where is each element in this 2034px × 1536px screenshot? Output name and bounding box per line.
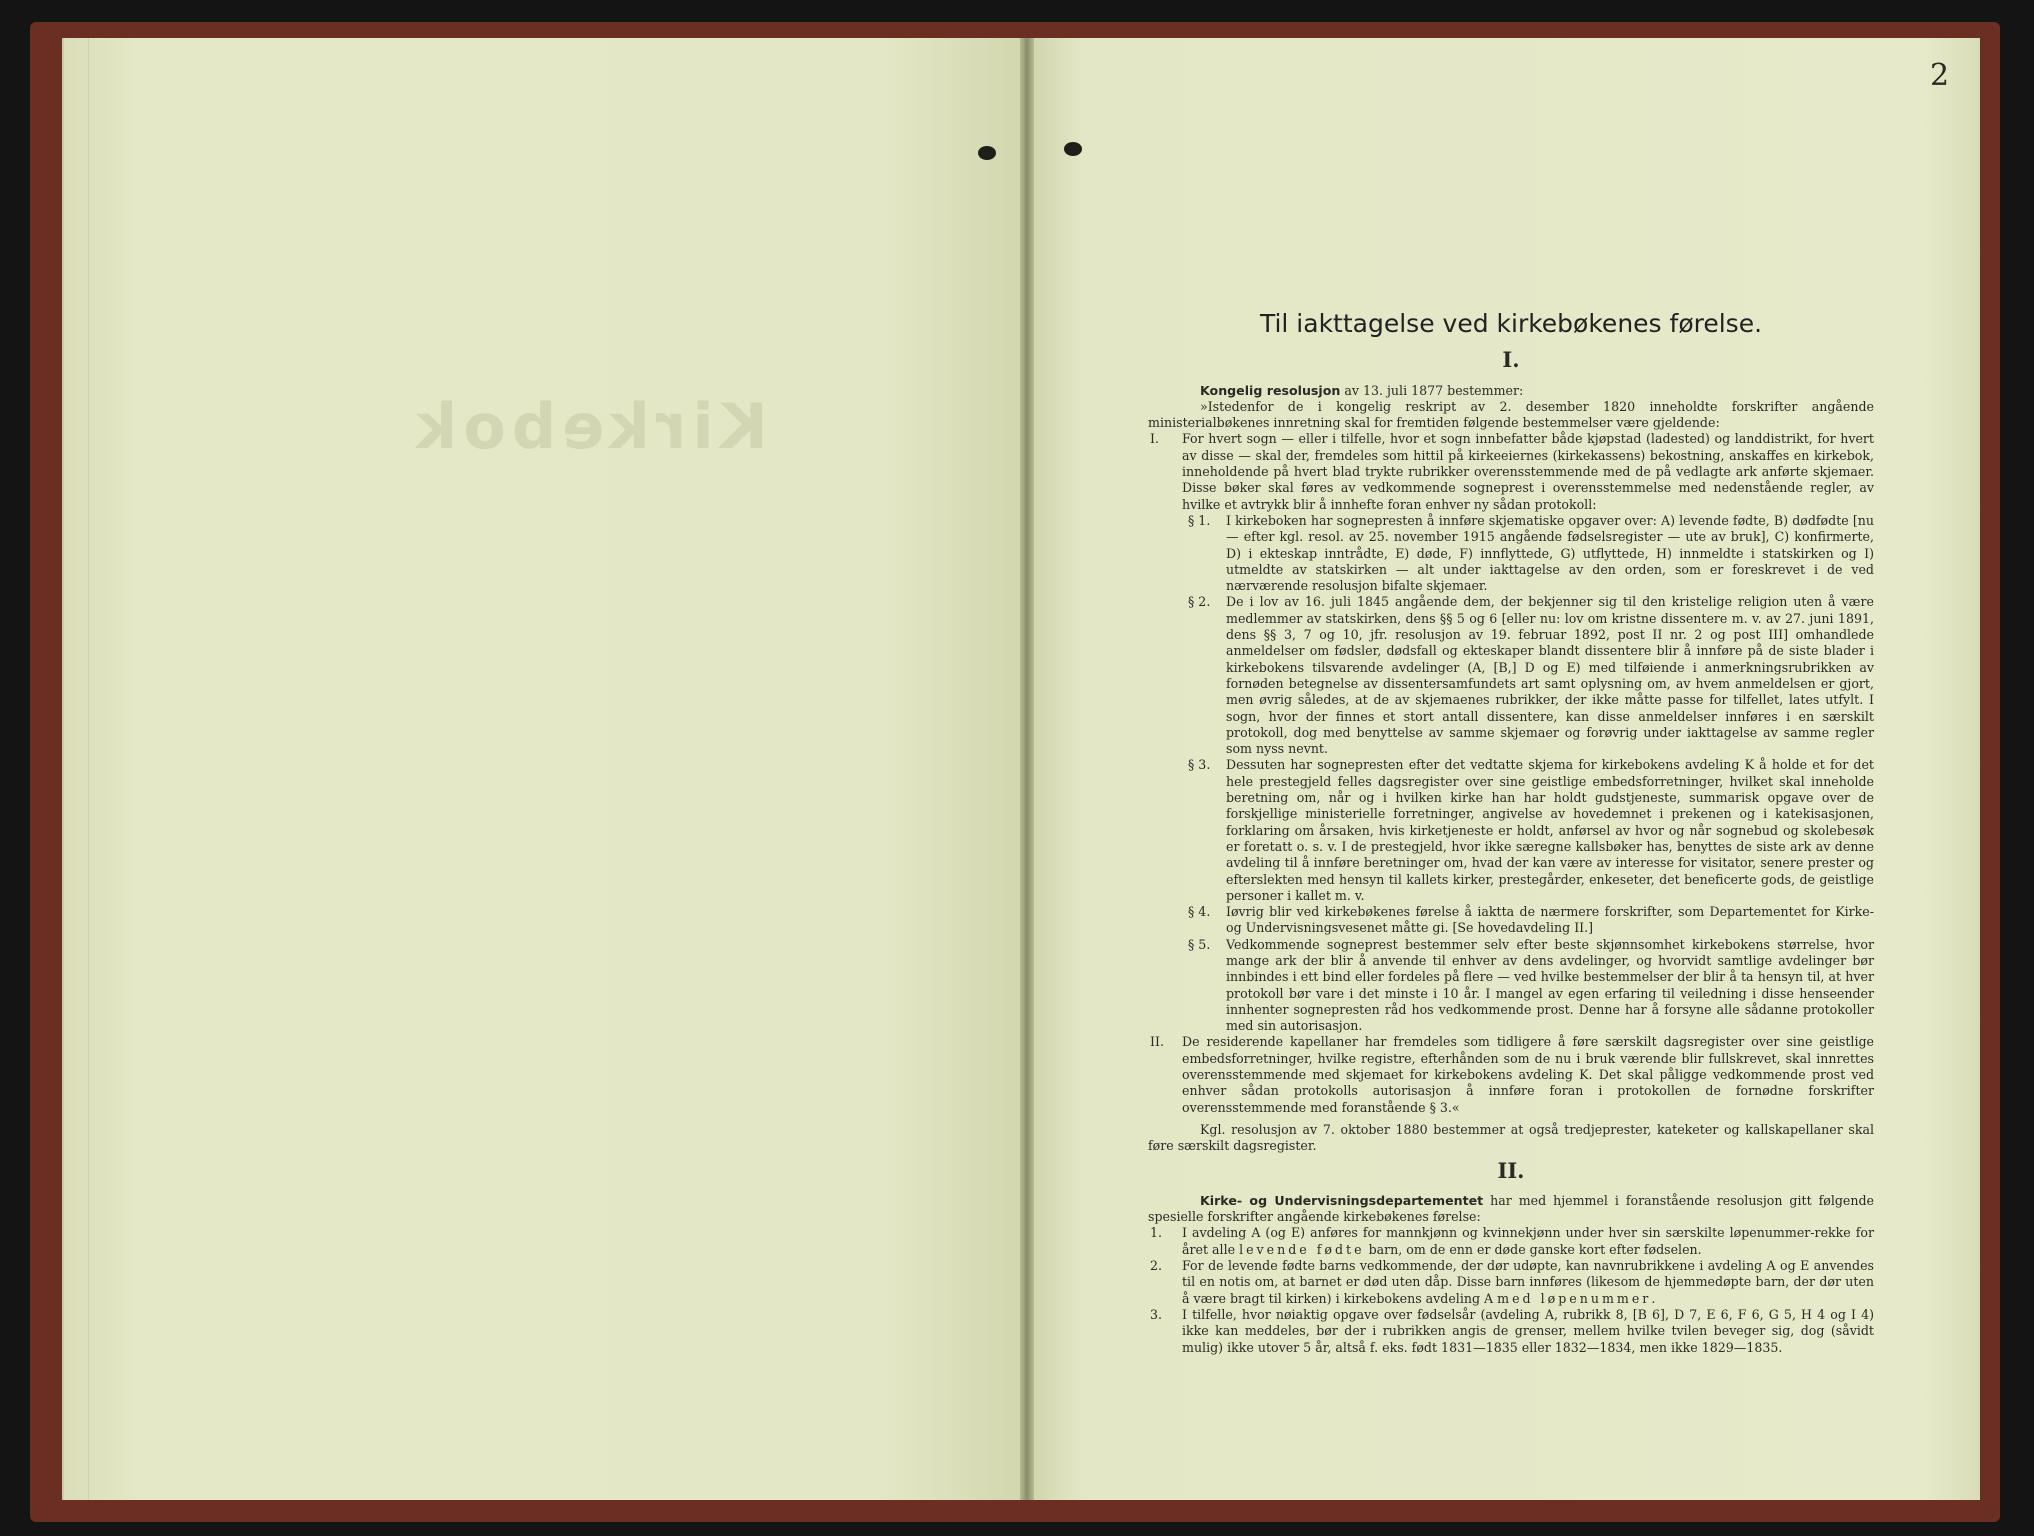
paragraph-5	[1188, 937, 1874, 1035]
paragraph-2	[1188, 594, 1874, 757]
paragraph-text: Dessuten har sognepresten efter det vedtatte skjema for kirkebokens avdeling K å holde et for det hele prestegjeld felles dagsregister over sine geistlige embedsforretninger, hvilket skal inneholde beretning om, når og i hvilken kirke han har holdt gudstjeneste, summarisk opgave over de forskjellige ministerielle forretninger, angivelse av hovedemnet i prekenen og i katekisasjonen, forklaring om årsaken, hvis kirketjeneste er holdt, anførsel av hvor og når sognebud og skolebesøk er foretatt o. s. v. I de prestegjeld, hvor ikke særegne kallsbøker has, benyttes de siste ark av denne avdeling til å innføre beretninger om, hvad der kan være av interesse for visitator, senere prester og efterslekten med hensyn til kallets kirker, prestegårder, enkeseter, det beneficerte gods, de geistlige personer i kallet m. v.	[1226, 757, 1874, 903]
item-number: II.	[1150, 1034, 1164, 1050]
rule-1	[1148, 1225, 1874, 1258]
paragraph-text: Iøvrig blir ved kirkebøkenes førelse å iaktta de nærmere forskrifter, som Departementet for Kirke- og Undervisningsvesenet måtte gi. [Se hovedavdeling II.]	[1226, 904, 1874, 936]
rule-3	[1148, 1307, 1874, 1356]
rule-number: 1.	[1150, 1225, 1163, 1241]
section1-closing: Kgl. resolusjon av 7. oktober 1880 bestemmer at også tredjeprester, kateketer og kallskapellaner skal føre særskilt dagsregister.	[1148, 1121, 1874, 1154]
rule-number: 3.	[1150, 1306, 1163, 1322]
paragraph-number: § 1.	[1188, 512, 1211, 528]
punch-hole-right	[1064, 142, 1082, 156]
department-heading: Kirke- og Undervisningsdepartementet	[1200, 1192, 1484, 1208]
paragraph-number: § 5.	[1188, 936, 1211, 952]
punch-hole-left	[978, 146, 996, 160]
rule-text	[1182, 1225, 1874, 1258]
page-number: 2	[1930, 58, 1950, 93]
rule-text-part: barn, om de enn er døde ganske kort efter fødselen.	[1364, 1241, 1702, 1257]
rule-spaced-term: med løpenummer	[1497, 1290, 1652, 1306]
resolution-quote-start: »Istedenfor de i kongelig reskript av 2. desember 1820 inneholdte forskrifter angående ministerialbøkenes innretning skal for fremtiden følgende bestemmelser være gjeldende:	[1148, 398, 1874, 431]
item-number: I.	[1150, 431, 1159, 447]
paragraph-number: § 4.	[1188, 904, 1211, 920]
document-title: Til iakttagelse ved kirkebøkenes førelse.	[1259, 309, 1763, 338]
item-text: For hvert sogn — eller i tilfelle, hvor et sogn innbefatter både kjøpstad (ladested) og landdistrikt, for hvert av disse — skal der, fremdeles som hittil på kirkeeiernes (kirkekassens) bekostning, anskaffes en kirkebok, inneholdende på hvert blad trykte rubrikker overensstemmende med de på vedlagte ark anførte skjemaer. Disse bøker skal føres av vedkommende sogneprest i overensstemmelse med nedenstående regler, av hvilke et avtrykk blir å innhefte foran enhver ny sådan protokoll:	[1182, 431, 1874, 512]
section-numeral-1: I.	[1502, 347, 1520, 373]
rule-text	[1182, 1258, 1874, 1307]
section2-intro-rest: har med hjemmel i foranstående resolusjon gitt følgende spesielle forskrifter angående kirkebøkenes førelse:	[1148, 1192, 1874, 1225]
rule-number: 2.	[1150, 1258, 1163, 1274]
rule-text-part: I avdeling A (og E) anføres for mannkjønn og kvinnekjønn under hver sin særskilte løpenummer-rekke for året alle	[1182, 1225, 1874, 1257]
section1-intro	[1148, 383, 1874, 399]
rule-text: I tilfelle, hvor nøiaktig opgave over fødselsår (avdeling A, rubrikk 8, [B 6], D 7, E 6, F 6, G 5, H 4 og I 4) ikke kan meddeles, bør der i rubrikken angis de grenser, mellem hvilke tvilen beveger sig, dog (såvidt mulig) ikke utover 5 år, altså f. eks. født 1831—1835 eller 1832—1834, men ikke 1829—1835.	[1182, 1306, 1874, 1355]
royal-resolution-heading: Kongelig resolusjon	[1200, 382, 1341, 398]
item-text: De residerende kapellaner har fremdeles som tidligere å føre særskilt dagsregister over sine geistlige embedsforretninger, hvilke registre, efterhånden som de nu i bruk værende blir fullskrevet, skal innrettes overensstemmende med skjemaet for kirkebokens avdeling K. Det skal påligge vedkommende prost ved enhver sådan protokolls autorisasjon å innføre foran i protokollen de fornødne forskrifter overensstemmende med foranstående § 3.«	[1182, 1034, 1874, 1115]
section2-intro	[1148, 1193, 1874, 1226]
book-gutter	[1020, 38, 1034, 1500]
faint-bleedthrough-title: Kirkebok	[410, 390, 768, 463]
paragraph-number: § 3.	[1188, 757, 1211, 773]
left-page	[62, 38, 1028, 1500]
paragraph-4	[1188, 904, 1874, 937]
rule-2	[1148, 1258, 1874, 1307]
paragraph-text: De i lov av 16. juli 1845 angående dem, der bekjenner sig til den kristelige religion uten å være medlemmer av statskirken, dens §§ 5 og 6 [eller nu: lov om kristne dissentere m. v. av 27. juni 1891, dens §§ 3, 7 og 10, jfr. resolusjon av 19. februar 1892, post II nr. 2 og post III] omhandlede anmeldelser om fødsler, dødsfall og ekteskaper blandt dissentere blir å innføre på de siste blader i kirkebokens tilsvarende avdelinger (A, [B,] D og E) med tilføiende i anmerkningsrubrikken av fornøden betegnelse av dissentersamfundets art samt oplysning om, av hvem anmeldelsen er gjort, men øvrig således, at de av skjemaenes rubrikker, der ikke måtte passe for tilfellet, lates utfylt. I sogn, hvor der finnes et stort antall dissentere, kan disse anmeldelser innføres i en særskilt protokoll, dog med benyttelse av samme skjemaer og forøvrig under iakttagelse av samme regler som nyss nevnt.	[1226, 594, 1874, 757]
section-numeral-2: II.	[1497, 1157, 1525, 1183]
instructions-document	[1148, 309, 1874, 1356]
rule-spaced-term: levende fødte	[1239, 1241, 1365, 1257]
paragraph-1	[1188, 513, 1874, 594]
rule-text-part: For de levende fødte barns vedkommende, der dør udøpte, kan navnrubrikkene i avdeling A og E anvendes til en notis om, at barnet er død uten dåp. Disse barn innføres (likesom de hjemmedøpte barn, der dør uten å være bragt til kirken) i kirkebokens avdeling A	[1182, 1258, 1874, 1306]
section1-intro-rest: av 13. juli 1877 bestemmer:	[1340, 382, 1524, 398]
paragraph-number: § 2.	[1188, 594, 1211, 610]
rule-text-part: .	[1651, 1290, 1656, 1306]
paragraph-text: I kirkeboken har sognepresten å innføre skjematiske opgaver over: A) levende fødte, B) dødfødte [nu — efter kgl. resol. av 25. november 1915 angående fødselsregister — ute av bruk], C) konfirmerte, D) i ekteskap inntrådte, E) døde, F) innflyttede, G) utflyttede, H) innmeldte i statskirken og I) utmeldte av statskirken — alt under iakttagelse av den orden, som er foreskrevet i de ved nærværende resolusjon bifalte skjemaer.	[1226, 512, 1874, 594]
paragraph-text: Vedkommende sogneprest bestemmer selv efter beste skjønnsomhet kirkebokens størrelse, hvor mange ark der blir å anvende til enhver av dens avdelinger, og hvorvidt samtlige avdelinger bør innbindes i ett bind eller fordeles på flere — ved hvilke bestemmelser der blir å ta hensyn til, at hver protokoll bør vare i det minste i 10 år. I mangel av egen erfaring til veiledning i disse henseender innhenter sognepresten råd hos vedkommende prost. Denne har å forsyne alle sådanne protokoller med sin autorisasjon.	[1226, 936, 1874, 1034]
left-page-binding-line	[88, 38, 89, 1500]
resolution-item-1	[1148, 431, 1874, 512]
paragraph-3	[1188, 757, 1874, 904]
resolution-item-2	[1148, 1034, 1874, 1115]
